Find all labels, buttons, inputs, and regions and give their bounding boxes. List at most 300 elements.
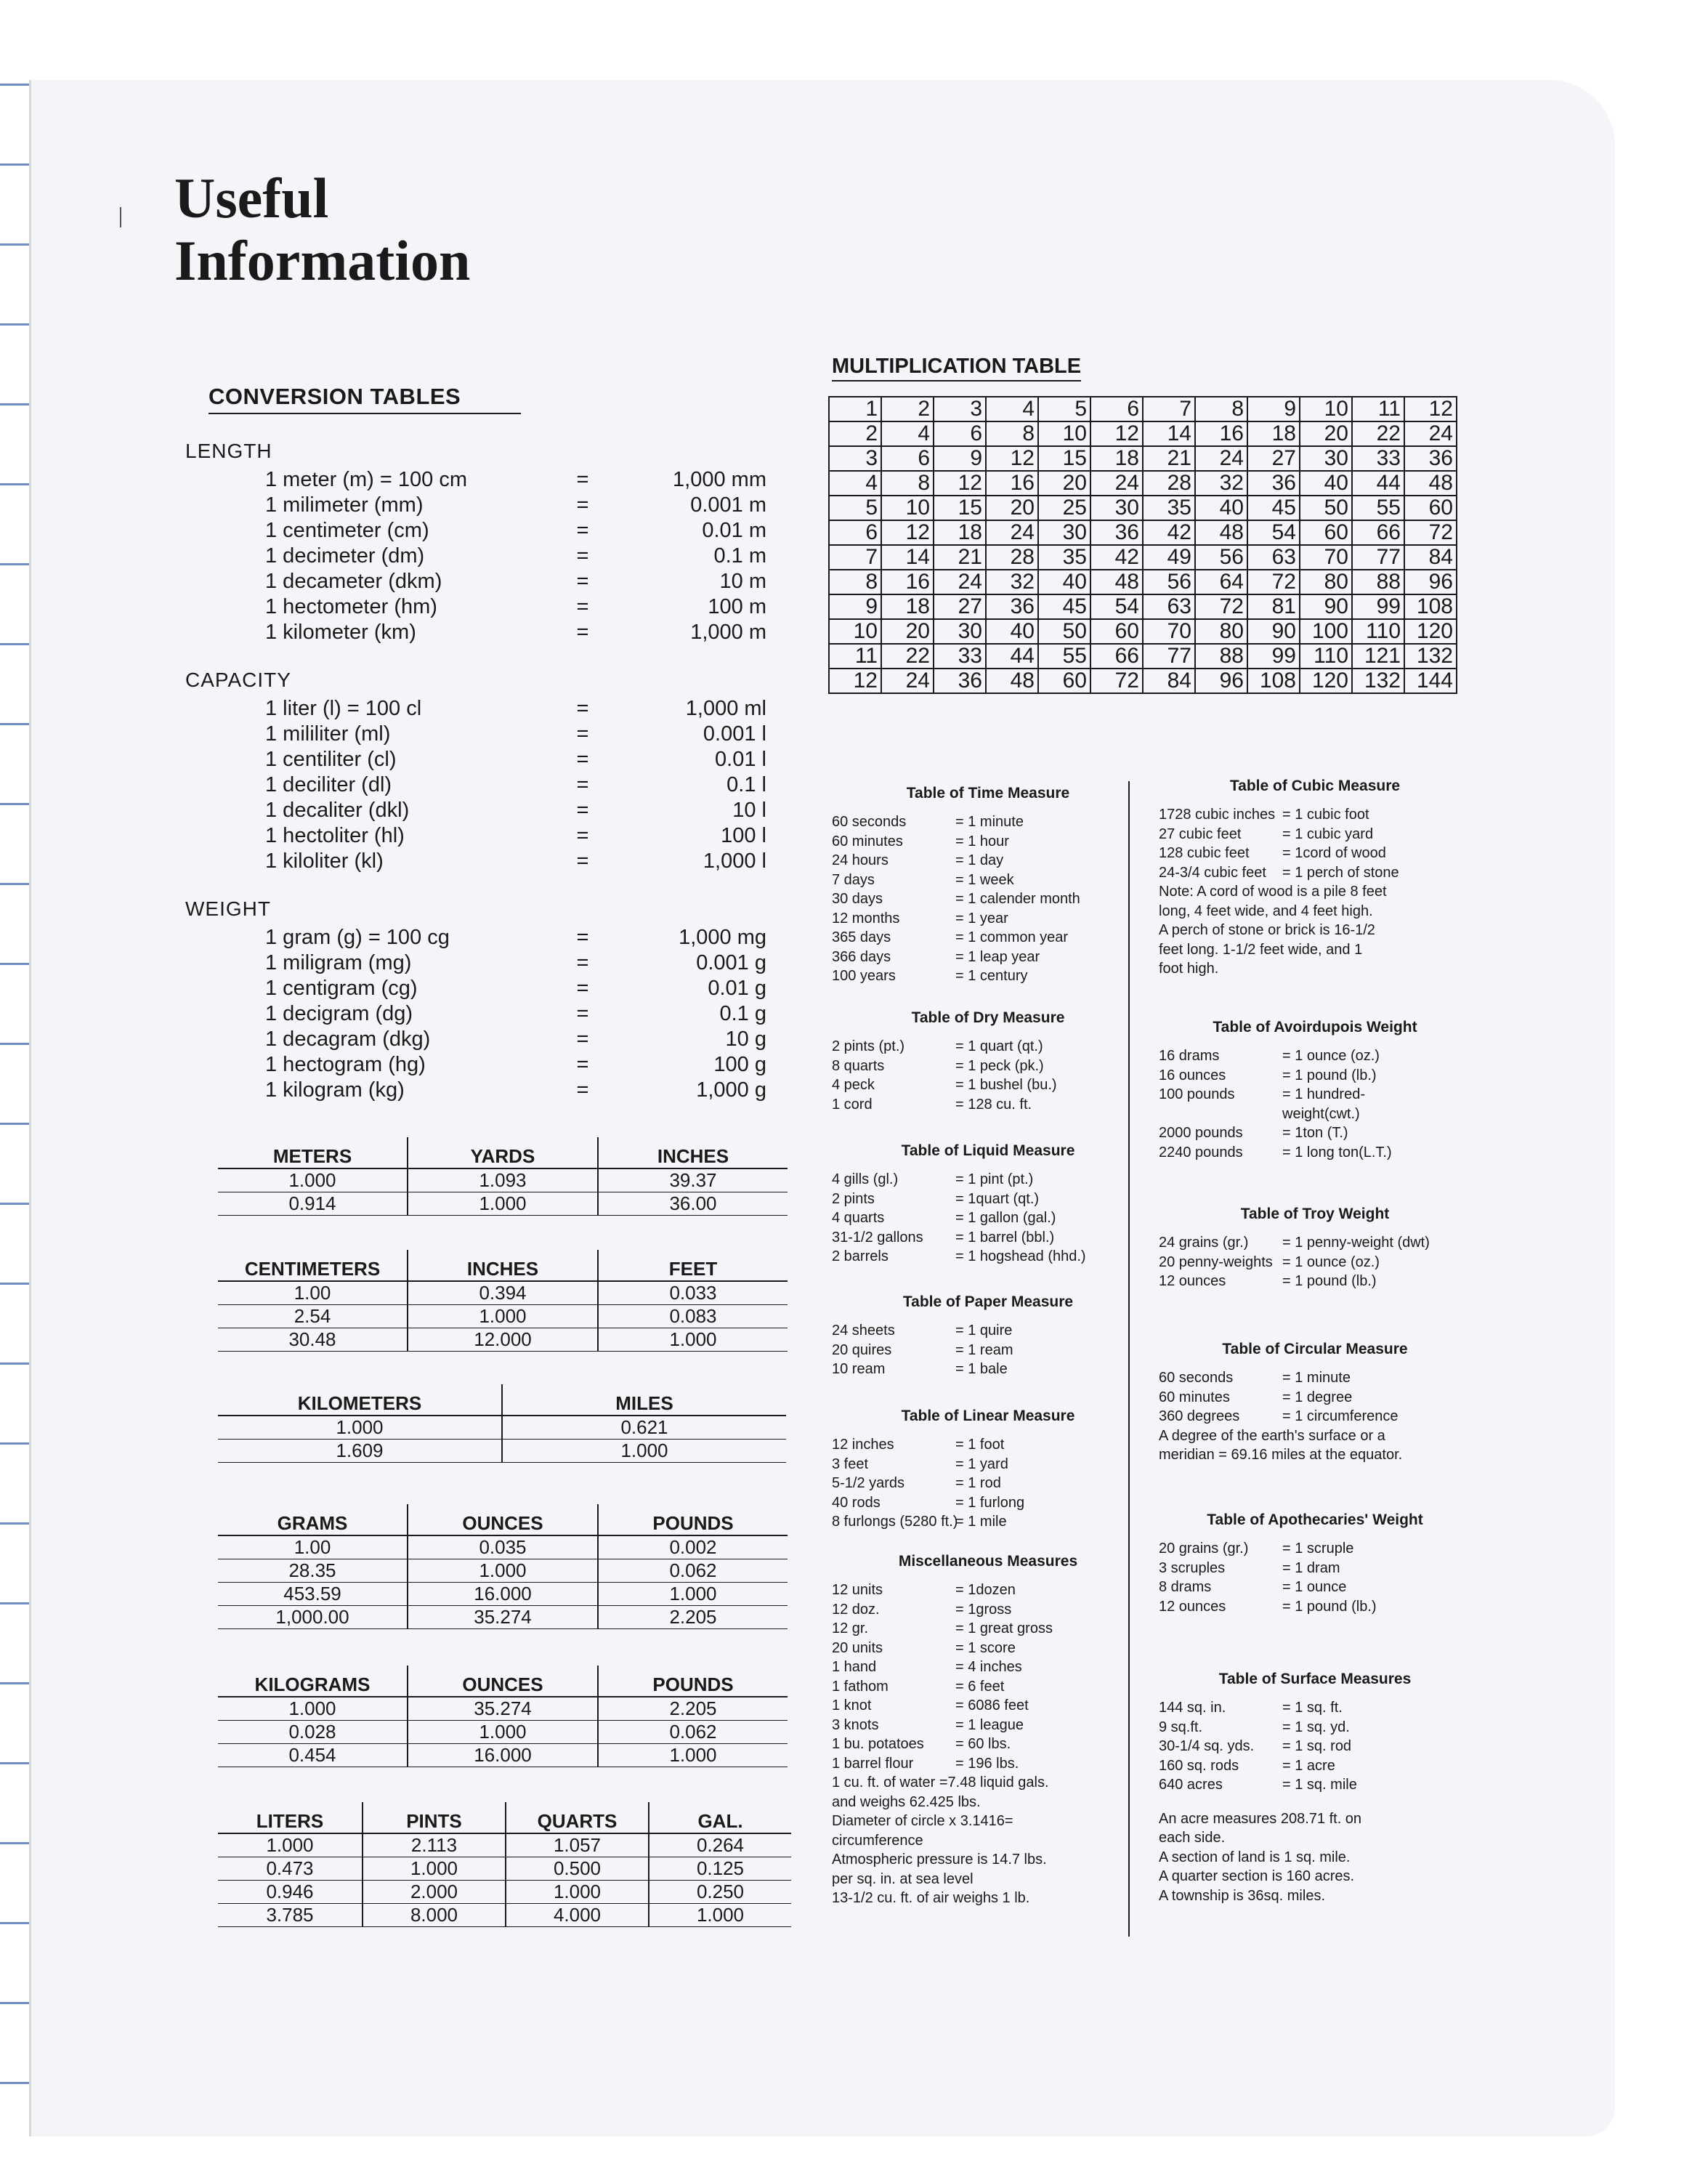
unit-label: 1 decimeter (dm) (265, 544, 425, 568)
multiplication-row (829, 446, 1457, 471)
measure-row (832, 1696, 1144, 1716)
measure-table-title: Table of Liquid Measure (901, 1142, 1075, 1159)
measure-row (1159, 1698, 1471, 1718)
ruled-line (0, 803, 32, 805)
right-block (1159, 1510, 1471, 1616)
multiplication-cell: 120 (1300, 669, 1352, 693)
multiplication-cell: 66 (1352, 520, 1404, 545)
ruled-line (0, 1442, 32, 1445)
unit-value: 0.01 g (708, 977, 766, 1000)
unit-label: 1 decigram (dg) (265, 1002, 413, 1025)
column-header: KILOMETERS (218, 1384, 502, 1416)
equals-sign: = (576, 926, 589, 949)
measure-row (1159, 1085, 1471, 1105)
ruled-line (0, 1362, 32, 1365)
column-header: QUARTS (506, 1802, 649, 1833)
measure-row (832, 1075, 1144, 1095)
unit-label: 1 hectoliter (hl) (265, 824, 405, 847)
multiplication-row (829, 570, 1457, 594)
measure-row (832, 1228, 1144, 1248)
multiplication-cell: 30 (934, 619, 986, 644)
multiplication-cell: 40 (1195, 496, 1247, 520)
multiplication-cell: 32 (986, 570, 1038, 594)
measure-row (832, 1580, 1144, 1600)
measure-quantity: 12 gr. (832, 1620, 869, 1636)
multiplication-cell: 49 (1143, 545, 1195, 570)
measure-equivalent: = 1 rod (955, 1475, 1001, 1491)
equals-sign: = (576, 722, 589, 746)
measure-row (832, 966, 1144, 986)
table-cell: 1.057 (506, 1833, 649, 1857)
measure-note (1159, 1795, 1471, 1809)
measure-equivalent: = 1 mile (955, 1514, 1007, 1530)
table-cell: 0.062 (598, 1559, 788, 1583)
multiplication-cell: 5 (1038, 397, 1090, 421)
measure-quantity: 10 ream (832, 1361, 886, 1377)
measure-quantity: 30 days (832, 891, 883, 907)
measure-table-title: Table of Surface Measures (1218, 1671, 1412, 1687)
ruled-line (0, 164, 32, 166)
measure-row (832, 1639, 1144, 1658)
measure-quantity: 4 peck (832, 1077, 875, 1093)
multiplication-cell: 121 (1352, 644, 1404, 669)
equals-sign: = (576, 773, 589, 796)
multiplication-cell: 24 (934, 570, 986, 594)
measure-quantity: 60 minutes (832, 833, 903, 849)
multiplication-cell: 9 (829, 594, 881, 619)
equals-sign: = (576, 595, 589, 618)
multiplication-cell: 56 (1195, 545, 1247, 570)
measure-quantity: 5-1/2 yards (832, 1475, 905, 1491)
capacity-row (185, 798, 766, 823)
unit-label: 1 deciliter (dl) (265, 773, 392, 796)
table-cell: 1.093 (408, 1168, 598, 1192)
measure-equivalent: = 1 yard (955, 1456, 1008, 1472)
ruled-line (0, 1682, 32, 1684)
unit-label: 1 centiliter (cl) (265, 748, 397, 771)
table-cell: 2.000 (363, 1881, 506, 1904)
equals-sign: = (576, 824, 589, 847)
capacity-row (185, 722, 766, 747)
measure-equivalent: = 6 feet (955, 1678, 1005, 1695)
capacity-row (185, 772, 766, 798)
measure-table-title: Table of Troy Weight (1240, 1206, 1390, 1222)
measure-row (1159, 1272, 1471, 1291)
measure-row (832, 1095, 1144, 1115)
unit-value: 0.001 l (703, 722, 766, 746)
multiplication-row (829, 669, 1457, 693)
multiplication-cell: 72 (1247, 570, 1300, 594)
measure-equivalent: = 1 hour (955, 833, 1009, 849)
table-cell: 0.621 (502, 1416, 786, 1440)
unit-label: 1 mililiter (ml) (265, 722, 391, 746)
measure-quantity: 365 days (832, 929, 891, 945)
table-row (218, 1697, 788, 1721)
measure-equivalent: = 1gross (955, 1601, 1012, 1618)
measure-row (832, 1658, 1144, 1677)
multiplication-cell: 25 (1038, 496, 1090, 520)
column-header: OUNCES (408, 1666, 598, 1697)
multiplication-cell: 84 (1404, 545, 1457, 570)
measure-quantity: 2 pints (pt.) (832, 1038, 905, 1054)
multiplication-cell: 72 (1090, 669, 1143, 693)
measure-equivalent: = 1 sq. rod (1282, 1738, 1352, 1754)
unit-value: 1,000 mg (679, 926, 766, 949)
measure-row (1159, 1105, 1471, 1124)
multiplication-cell: 1 (829, 397, 881, 421)
measure-row (832, 1321, 1144, 1341)
multiplication-cell: 32 (1195, 471, 1247, 496)
multiplication-cell: 36 (986, 594, 1038, 619)
ruled-line (0, 84, 32, 86)
measure-equivalent: = 1 circumference (1282, 1408, 1399, 1424)
measure-quantity: 12 months (832, 910, 900, 926)
table-cell: 4.000 (506, 1904, 649, 1927)
unit-value: 10 g (725, 1028, 766, 1051)
multiplication-cell: 9 (934, 446, 986, 471)
measure-row (832, 1341, 1144, 1360)
unit-label: 1 hectometer (hm) (265, 595, 437, 618)
table-row (218, 1305, 788, 1328)
measure-note: An acre measures 208.71 ft. on (1159, 1810, 1362, 1827)
unit-label: 1 centimeter (cm) (265, 519, 429, 542)
multiplication-cell: 96 (1195, 669, 1247, 693)
table-cell: 12.000 (408, 1328, 598, 1352)
table-cell: 1.000 (218, 1833, 363, 1857)
multiplication-cell: 45 (1038, 594, 1090, 619)
measure-quantity: 20 grains (gr.) (1159, 1541, 1249, 1557)
measure-quantity: 2 pints (832, 1190, 875, 1207)
measure-quantity: 7 days (832, 871, 875, 888)
measure-row (1159, 844, 1471, 863)
multiplication-cell: 80 (1195, 619, 1247, 644)
measure-equivalent: = 1 cubic yard (1282, 825, 1374, 842)
measure-equivalent: = 1 week (955, 871, 1014, 888)
multiplication-cell: 12 (1090, 421, 1143, 446)
measure-quantity: 20 penny-weights (1159, 1254, 1273, 1270)
ruled-line (0, 1922, 32, 1924)
measure-row (1159, 1559, 1471, 1578)
multiplication-cell: 6 (829, 520, 881, 545)
multiplication-row (829, 520, 1457, 545)
multiplication-cell: 36 (1090, 520, 1143, 545)
table-cell: 0.035 (408, 1535, 598, 1559)
multiplication-cell: 77 (1352, 545, 1404, 570)
table-cell: 0.002 (598, 1535, 788, 1559)
multiplication-cell: 44 (986, 644, 1038, 669)
multiplication-cell: 44 (1352, 471, 1404, 496)
measure-quantity: 1 knot (832, 1697, 872, 1713)
multiplication-cell: 11 (829, 644, 881, 669)
right-block (1159, 1669, 1471, 1905)
equals-sign: = (576, 1078, 589, 1102)
unit-value: 10 m (719, 570, 766, 593)
measure-quantity: 160 sq. rods (1159, 1757, 1239, 1774)
measure-equivalent: = 1 ream (955, 1341, 1013, 1358)
measure-row (1159, 1123, 1471, 1143)
multiplication-cell: 7 (829, 545, 881, 570)
table-row (218, 1559, 788, 1583)
table-cell: 1.000 (408, 1192, 598, 1216)
measure-quantity: 12 doz. (832, 1601, 880, 1618)
column-header: GRAMS (218, 1504, 408, 1535)
unit-value: 1,000 mm (673, 468, 766, 491)
multiplication-cell: 60 (1038, 669, 1090, 693)
table-cell: 0.473 (218, 1857, 363, 1881)
table-cell: 0.394 (408, 1281, 598, 1305)
measure-table-title: Table of Apothecaries' Weight (1207, 1511, 1423, 1528)
table-cell: 1.609 (218, 1440, 502, 1463)
multiplication-cell: 64 (1195, 570, 1247, 594)
measure-note: per sq. in. at sea level (832, 1870, 974, 1887)
unit-value: 0.001 g (696, 951, 766, 974)
multiplication-cell: 36 (934, 669, 986, 693)
measure-note: meridian = 69.16 miles at the equator. (1159, 1447, 1403, 1463)
multiplication-cell: 8 (986, 421, 1038, 446)
ruled-line (0, 1203, 32, 1205)
multiplication-row (829, 619, 1457, 644)
ruled-line (0, 483, 32, 485)
measure-quantity: 360 degrees (1159, 1408, 1240, 1424)
multiplication-cell: 18 (881, 594, 934, 619)
multiplication-row (829, 644, 1457, 669)
capacity-row (185, 696, 766, 722)
table-cell: 1.00 (218, 1281, 408, 1305)
ruled-line (0, 563, 32, 565)
multiplication-row (829, 471, 1457, 496)
multiplication-cell: 28 (986, 545, 1038, 570)
measure-row (1159, 1368, 1471, 1388)
conversion-tables-heading: CONVERSION TABLES (209, 384, 521, 414)
measure-quantity: 4 quarts (832, 1210, 885, 1226)
multiplication-cell: 27 (1247, 446, 1300, 471)
weight-heading: WEIGHT (185, 897, 271, 920)
multiplication-cell: 12 (881, 520, 934, 545)
multiplication-row (829, 496, 1457, 520)
unit-value: 1,000 m (690, 621, 766, 644)
measure-row (832, 1455, 1144, 1474)
multiplication-cell: 48 (1090, 570, 1143, 594)
ruled-line (0, 963, 32, 965)
left-block (832, 783, 1144, 986)
multiplication-cell: 24 (986, 520, 1038, 545)
measure-equivalent: = 1 leap year (955, 948, 1040, 965)
measure-row (832, 1600, 1144, 1620)
weight-row (185, 925, 766, 950)
right-block (1159, 1339, 1471, 1465)
measure-row (1159, 1388, 1471, 1408)
multiplication-cell: 10 (881, 496, 934, 520)
multiplication-cell: 14 (881, 545, 934, 570)
multiplication-cell: 16 (1195, 421, 1247, 446)
measure-row (832, 1619, 1144, 1639)
measure-row (1159, 1046, 1471, 1066)
unit-label: 1 kilometer (km) (265, 621, 416, 644)
measure-quantity: 24-3/4 cubic feet (1159, 864, 1266, 881)
measure-equivalent: weight(cwt.) (1282, 1105, 1360, 1122)
multiplication-cell: 36 (1404, 446, 1457, 471)
ruled-line (0, 643, 32, 645)
table-row (218, 1416, 786, 1440)
column-header: INCHES (598, 1137, 788, 1168)
measure-equivalent: = 1 sq. ft. (1282, 1700, 1343, 1716)
measure-equivalent: = 1 great gross (955, 1620, 1053, 1636)
multiplication-cell: 132 (1352, 669, 1404, 693)
unit-value: 100 l (721, 824, 766, 847)
ruled-line (0, 1123, 32, 1125)
multiplication-cell: 4 (829, 471, 881, 496)
measure-row (1159, 825, 1471, 844)
measure-quantity: 128 cubic feet (1159, 845, 1250, 861)
measure-quantity (1159, 1105, 1282, 1124)
multiplication-cell: 36 (1247, 471, 1300, 496)
measure-equivalent: = 1 score (955, 1639, 1016, 1656)
multiplication-cell: 54 (1090, 594, 1143, 619)
measure-quantity: 60 seconds (1159, 1370, 1234, 1386)
multiplication-cell: 18 (934, 520, 986, 545)
capacity-row (185, 849, 766, 874)
conversion-table (218, 1137, 788, 1216)
table-row (218, 1192, 788, 1216)
table-cell: 2.54 (218, 1305, 408, 1328)
table-cell: 0.062 (598, 1721, 788, 1744)
multiplication-cell: 70 (1300, 545, 1352, 570)
measure-table-title: Miscellaneous Measures (898, 1553, 1078, 1570)
table-cell: 1.000 (218, 1416, 502, 1440)
multiplication-cell: 88 (1352, 570, 1404, 594)
unit-label: 1 decagram (dkg) (265, 1028, 431, 1051)
multiplication-cell: 42 (1143, 520, 1195, 545)
column-header: GAL. (649, 1802, 791, 1833)
measure-row (832, 871, 1144, 890)
multiplication-cell: 33 (1352, 446, 1404, 471)
measure-equivalent: = 1 barrel (bbl.) (955, 1229, 1055, 1246)
multiplication-row (829, 397, 1457, 421)
measure-row (832, 1190, 1144, 1209)
measure-row (1159, 1253, 1471, 1272)
unit-value: 0.01 l (715, 748, 766, 771)
measure-row (832, 1474, 1144, 1493)
measure-quantity: 8 quarts (832, 1057, 885, 1074)
table-cell: 2.205 (598, 1606, 788, 1629)
ruled-line (0, 723, 32, 725)
weight-row (185, 1001, 766, 1027)
measure-equivalent: = 1 perch of stone (1282, 864, 1399, 881)
right-block (1159, 1017, 1471, 1162)
measure-equivalent: = 1 year (955, 910, 1008, 926)
multiplication-cell: 99 (1352, 594, 1404, 619)
measure-quantity: 100 years (832, 968, 896, 984)
column-header: KILOGRAMS (218, 1666, 408, 1697)
measure-equivalent: = 1 century (955, 968, 1028, 984)
table-cell: 16.000 (408, 1744, 598, 1767)
measure-row (1159, 1407, 1471, 1426)
measure-row (832, 1037, 1144, 1057)
measure-quantity: 1 hand (832, 1659, 877, 1675)
measure-table-title: Table of Dry Measure (911, 1009, 1065, 1026)
multiplication-cell: 144 (1404, 669, 1457, 693)
unit-label: 1 meter (m) = 100 cm (265, 468, 467, 491)
multiplication-cell: 4 (881, 421, 934, 446)
measure-equivalent: = 196 lbs. (955, 1755, 1019, 1772)
multiplication-cell: 30 (1090, 496, 1143, 520)
measure-equivalent: = 1 league (955, 1716, 1024, 1733)
measure-note: 13-1/2 cu. ft. of air weighs 1 lb. (832, 1890, 1030, 1906)
multiplication-cell: 48 (1195, 520, 1247, 545)
measure-row (1159, 1718, 1471, 1737)
page-title (174, 167, 470, 292)
unit-label: 1 decameter (dkm) (265, 570, 442, 593)
multiplication-cell: 80 (1300, 570, 1352, 594)
equals-sign: = (576, 748, 589, 771)
measure-quantity: 12 ounces (1159, 1273, 1226, 1289)
left-block (832, 1292, 1144, 1379)
table-row (218, 1583, 788, 1606)
table-cell: 1.000 (598, 1328, 788, 1352)
measure-equivalent: = 1 acre (1282, 1757, 1335, 1774)
table-row (218, 1833, 791, 1857)
column-header: PINTS (363, 1802, 506, 1833)
multiplication-cell: 33 (934, 644, 986, 669)
measure-note: A section of land is 1 sq. mile. (1159, 1849, 1351, 1865)
table-cell: 1.000 (218, 1168, 408, 1192)
measure-quantity: 640 acres (1159, 1777, 1223, 1793)
equals-sign: = (576, 493, 589, 517)
table-cell: 35.274 (408, 1697, 598, 1721)
table-row (218, 1881, 791, 1904)
multiplication-cell: 50 (1038, 619, 1090, 644)
multiplication-cell: 55 (1352, 496, 1404, 520)
multiplication-cell: 3 (829, 446, 881, 471)
multiplication-cell: 108 (1247, 669, 1300, 693)
multiplication-cell: 60 (1300, 520, 1352, 545)
left-block (832, 1008, 1144, 1114)
table-header-row (218, 1137, 788, 1168)
capacity-heading: CAPACITY (185, 669, 291, 691)
length-row (185, 467, 766, 493)
column-header: POUNDS (598, 1666, 788, 1697)
measure-quantity: 3 scruples (1159, 1559, 1226, 1576)
measure-equivalent: = 1 bale (955, 1361, 1008, 1377)
conversion-table (218, 1666, 788, 1767)
multiplication-cell: 3 (934, 397, 986, 421)
equals-sign: = (576, 799, 589, 822)
equals-sign: = (576, 544, 589, 568)
measure-equivalent: = 1 degree (1282, 1389, 1353, 1405)
ruled-line (0, 2002, 32, 2004)
measure-equivalent: = 1 day (955, 852, 1004, 868)
measure-quantity: 1 bu. potatoes (832, 1736, 924, 1752)
measure-note: foot high. (1159, 961, 1219, 977)
table-cell: 0.250 (649, 1881, 791, 1904)
multiplication-cell: 24 (1090, 471, 1143, 496)
table-row (218, 1535, 788, 1559)
ruled-line (0, 1043, 32, 1045)
table-cell: 35.274 (408, 1606, 598, 1629)
table-cell: 2.205 (598, 1697, 788, 1721)
multiplication-cell: 84 (1143, 669, 1195, 693)
measure-quantity: 27 cubic feet (1159, 825, 1242, 842)
unit-label: 1 decaliter (dkl) (265, 799, 410, 822)
length-row (185, 493, 766, 518)
measure-row (832, 1208, 1144, 1228)
measure-row (1159, 1143, 1471, 1163)
measure-equivalent: = 1 long ton(L.T.) (1282, 1144, 1392, 1160)
measure-quantity: 24 sheets (832, 1323, 895, 1339)
table-cell: 39.37 (598, 1168, 788, 1192)
measure-quantity: 144 sq. in. (1159, 1700, 1226, 1716)
measure-note: A quarter section is 160 acres. (1159, 1868, 1355, 1884)
